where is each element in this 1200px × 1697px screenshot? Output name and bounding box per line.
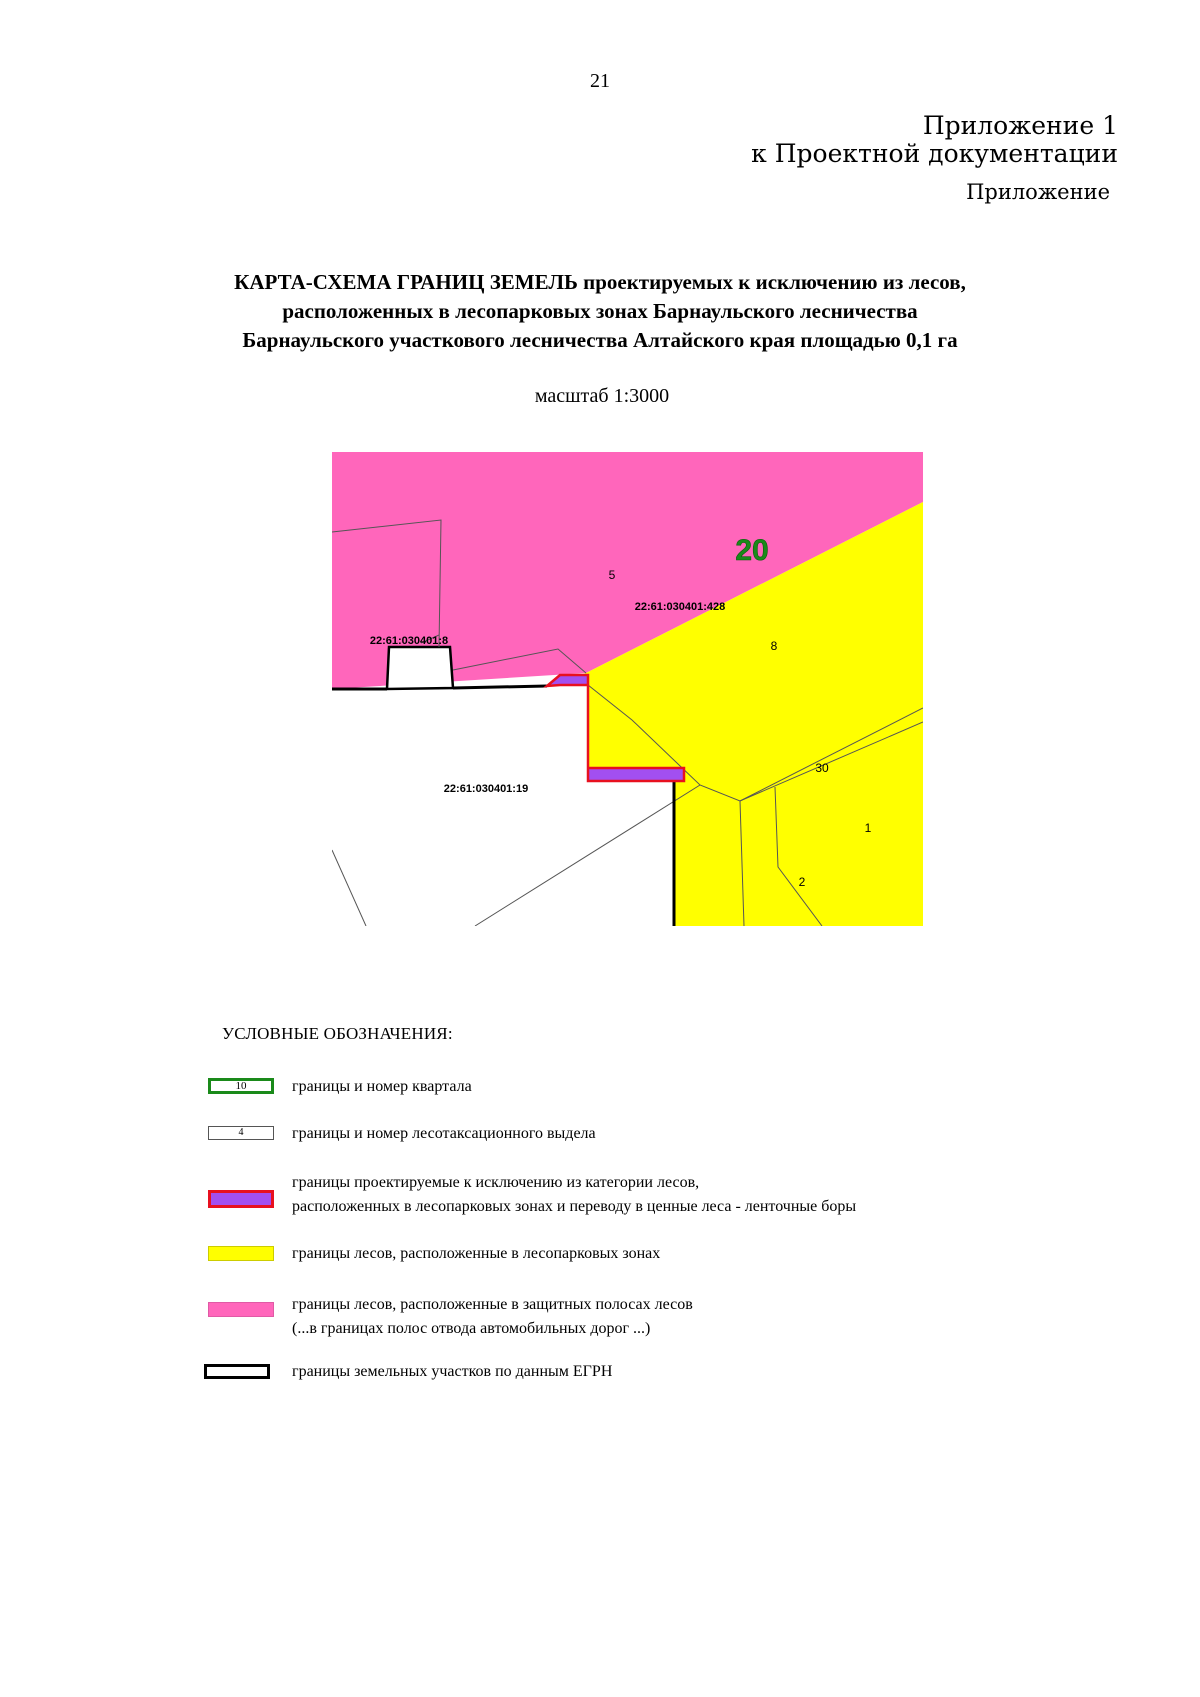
legend-swatch-quarter: 10 bbox=[208, 1078, 274, 1094]
vydel-label-5: 5 bbox=[608, 568, 616, 582]
vydel-label-1: 1 bbox=[864, 821, 872, 835]
legend-text-egrn: границы земельных участков по данным ЕГРН bbox=[292, 1363, 613, 1380]
legend-text-protective-1: границы лесов, расположенные в защитных полосах лесов bbox=[292, 1296, 693, 1313]
appendix-line-2: к Проектной документации bbox=[751, 139, 1118, 168]
appendix-line-1: Приложение 1 bbox=[922, 111, 1118, 140]
legend-text-exclusion-1: границы проектируемые к исключению из категории лесов, bbox=[292, 1174, 700, 1191]
appendix-sub: Приложение bbox=[966, 180, 1110, 204]
vydel-label-30: 30 bbox=[815, 761, 829, 775]
legend-text-protective-2: (...в границах полос отвода автомобильных дорог ...) bbox=[292, 1320, 651, 1337]
map-scheme bbox=[332, 452, 923, 926]
map-scale: масштаб 1:3000 bbox=[534, 385, 670, 407]
legend-text-exclusion-2: расположенных в лесопарковых зонах и переводу в ценные леса - ленточные боры bbox=[292, 1198, 857, 1215]
vydel-label-2: 2 bbox=[798, 875, 806, 889]
title-line-1: КАРТА-СХЕМА ГРАНИЦ ЗЕМЕЛЬ проектируемых к исключению из лесов, bbox=[234, 270, 966, 294]
legend-swatch-exclusion bbox=[208, 1190, 274, 1208]
legend-swatch-egrn bbox=[204, 1364, 270, 1379]
legend-swatch-vydel: 4 bbox=[208, 1126, 274, 1140]
page-number: 21 bbox=[590, 70, 610, 92]
plot-label-8: 22:61:030401:8 bbox=[369, 635, 449, 647]
document-title bbox=[0, 268, 1200, 355]
plot-label-428: 22:61:030401:428 bbox=[634, 601, 726, 613]
title-line-3: Барнаульского участкового лесничества Алтайского края площадью 0,1 га bbox=[242, 328, 958, 352]
vydel-label-8: 8 bbox=[770, 639, 778, 653]
legend-heading: УСЛОВНЫЕ ОБОЗНАЧЕНИЯ: bbox=[222, 1024, 453, 1043]
legend-text-vydel: границы и номер лесотаксационного выдела bbox=[292, 1125, 596, 1142]
legend-swatch-protective bbox=[208, 1302, 274, 1317]
legend-swatch-forest-park bbox=[208, 1246, 274, 1261]
title-line-2: расположенных в лесопарковых зонах Барнаульского лесничества bbox=[282, 299, 918, 323]
legend-text-forest-park: границы лесов, расположенные в лесопарковых зонах bbox=[292, 1245, 661, 1262]
legend-text-quarter: границы и номер квартала bbox=[292, 1078, 472, 1095]
plot-label-19: 22:61:030401:19 bbox=[443, 783, 529, 795]
appendix-header bbox=[751, 112, 1118, 168]
plot-030401-8 bbox=[387, 647, 453, 689]
quarter-number-label: 20 bbox=[735, 534, 769, 567]
